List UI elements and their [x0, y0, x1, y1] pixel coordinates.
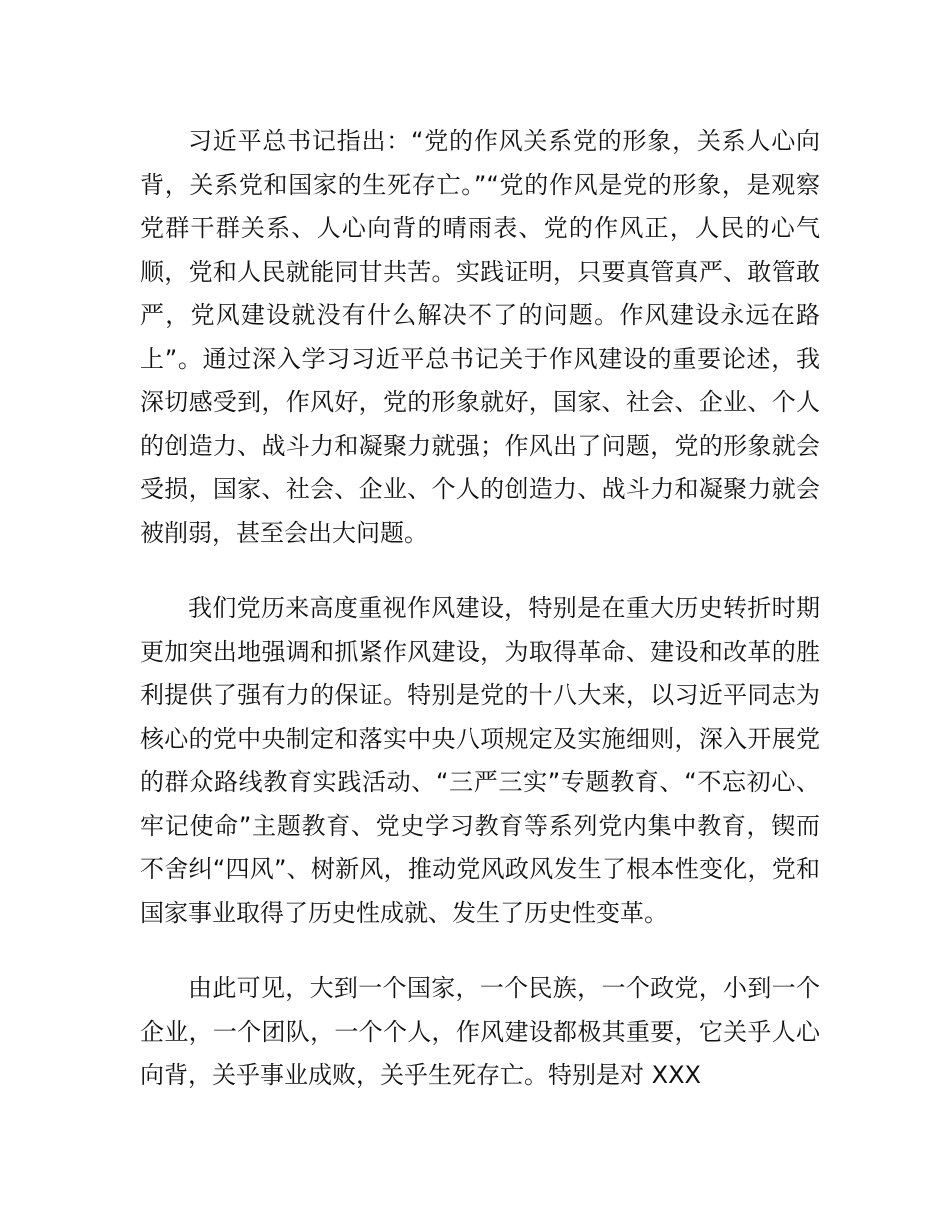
document-body: [140, 120, 820, 1098]
paragraph-3: 由此可见，大到一个国家，一个民族，一个政党，小到一个企业，一个团队，一个个人，作风建设都极其重要，它关乎人心向背，关乎事业成败，关乎生死存亡。特别是对 XXX: [140, 974, 820, 1089]
paragraph-2: 我们党历来高度重视作风建设，特别是在重大历史转折时期更加突出地强调和抓紧作风建设，为取得革命、建设和改革的胜利提供了强有力的保证。特别是党的十八大来，以习近平同志为核心的党中央制定和落实中央八项规定及实施细则，深入开展党的群众路线教育实践活动、“三严三实”专题教育、“不忘初心、牢记使命”主题教育、党史学习教育等系列党内集中教育，锲而不舍纠“四风”、树新风，推动党风政风发生了根本性变化，党和国家事业取得了历史性成就、发生了历史性变革。: [140, 594, 820, 927]
paragraph-1: 习近平总书记指出：“党的作风关系党的形象，关系人心向背，关系党和国家的生死存亡。”“党的作风是党的形象，是观察党群干群关系、人心向背的晴雨表、党的作风正，人民的心气顺，党和人民就能同甘共苦。实践证明，只要真管真严、敢管敢严，党风建设就没有什么解决不了的问题。作风建设永远在路上”。通过深入学习习近平总书记关于作风建设的重要论述，我深切感受到，作风好，党的形象就好，国家、社会、企业、个人的创造力、战斗力和凝聚力就强；作风出了问题，党的形象就会受损，国家、社会、企业、个人的创造力、战斗力和凝聚力就会被削弱，甚至会出大问题。: [140, 127, 820, 547]
